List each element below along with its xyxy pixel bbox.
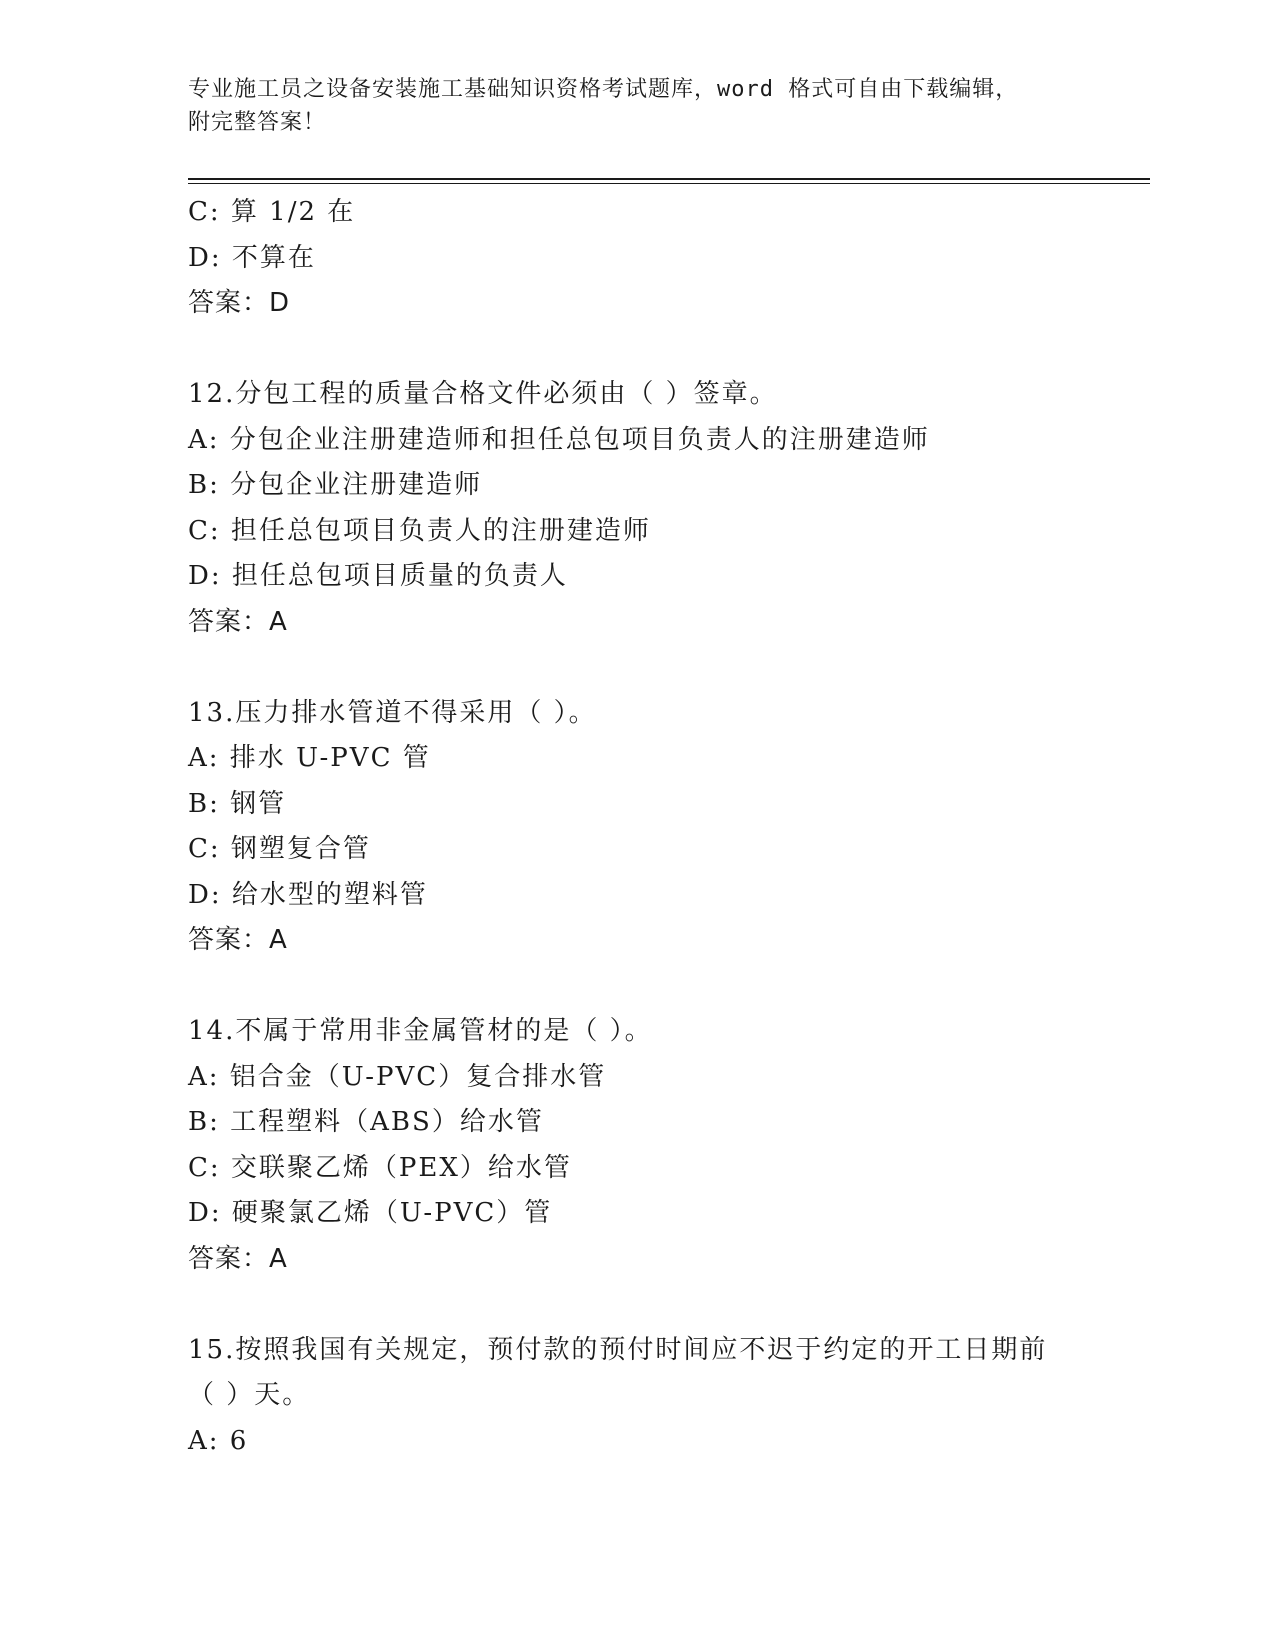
q13-option-a: A: 排水 U-PVC 管 (188, 743, 431, 773)
q12-option-a: A: 分包企业注册建造师和担任总包项目负责人的注册建造师 (188, 424, 930, 455)
q14-option-d: D: 硬聚氯乙烯（U-PVC）管 (188, 1198, 553, 1228)
q11-option-c: C: 算 1/2 在 (188, 197, 356, 227)
q14-option-a: A: 铝合金（U-PVC）复合排水管 (188, 1061, 607, 1092)
q14-option-c: C: 交联聚乙烯（PEX）给水管 (188, 1152, 572, 1183)
q15-stem-line-1: 15.按照我国有关规定，预付款的预付时间应不迟于约定的开工日期前 (188, 1334, 1048, 1365)
spacer (188, 964, 1150, 1010)
q12-option-c: C: 担任总包项目负责人的注册建造师 (188, 515, 651, 546)
question-list (188, 190, 1150, 1464)
q15-option-a: A: 6 (188, 1425, 249, 1456)
document-header (188, 73, 1088, 139)
q11-answer: 答案：D (188, 288, 291, 318)
spacer (188, 1282, 1150, 1328)
q14-option-b: B: 工程塑料（ABS）给水管 (188, 1107, 544, 1137)
q13-answer: 答案：A (188, 925, 288, 955)
q13-option-c: C: 钢塑复合管 (188, 834, 371, 864)
q14-answer: 答案：A (188, 1243, 288, 1274)
q11-option-d: D: 不算在 (188, 242, 316, 273)
q13-option-b: B: 钢管 (188, 788, 287, 819)
q12-option-b: B: 分包企业注册建造师 (188, 470, 483, 500)
spacer (188, 327, 1150, 373)
header-line-1: 专业施工员之设备安装施工基础知识资格考试题库，word 格式可自由下载编辑， (188, 77, 1019, 102)
q12-option-d: D: 担任总包项目质量的负责人 (188, 561, 568, 591)
header-rule-thick (188, 178, 1150, 180)
q12-answer: 答案：A (188, 606, 288, 637)
q13-stem: 13.压力排水管道不得采用（ ）。 (188, 697, 597, 728)
q12-stem: 12.分包工程的质量合格文件必须由（ ）签章。 (188, 379, 778, 409)
q13-option-d: D: 给水型的塑料管 (188, 879, 428, 910)
q15-stem-line-2: （ ）天。 (188, 1380, 311, 1410)
q14-stem: 14.不属于常用非金属管材的是（ ）。 (188, 1016, 653, 1046)
header-line-2: 附完整答案！ (188, 110, 327, 135)
header-rule-thin (188, 183, 1150, 184)
spacer (188, 645, 1150, 691)
